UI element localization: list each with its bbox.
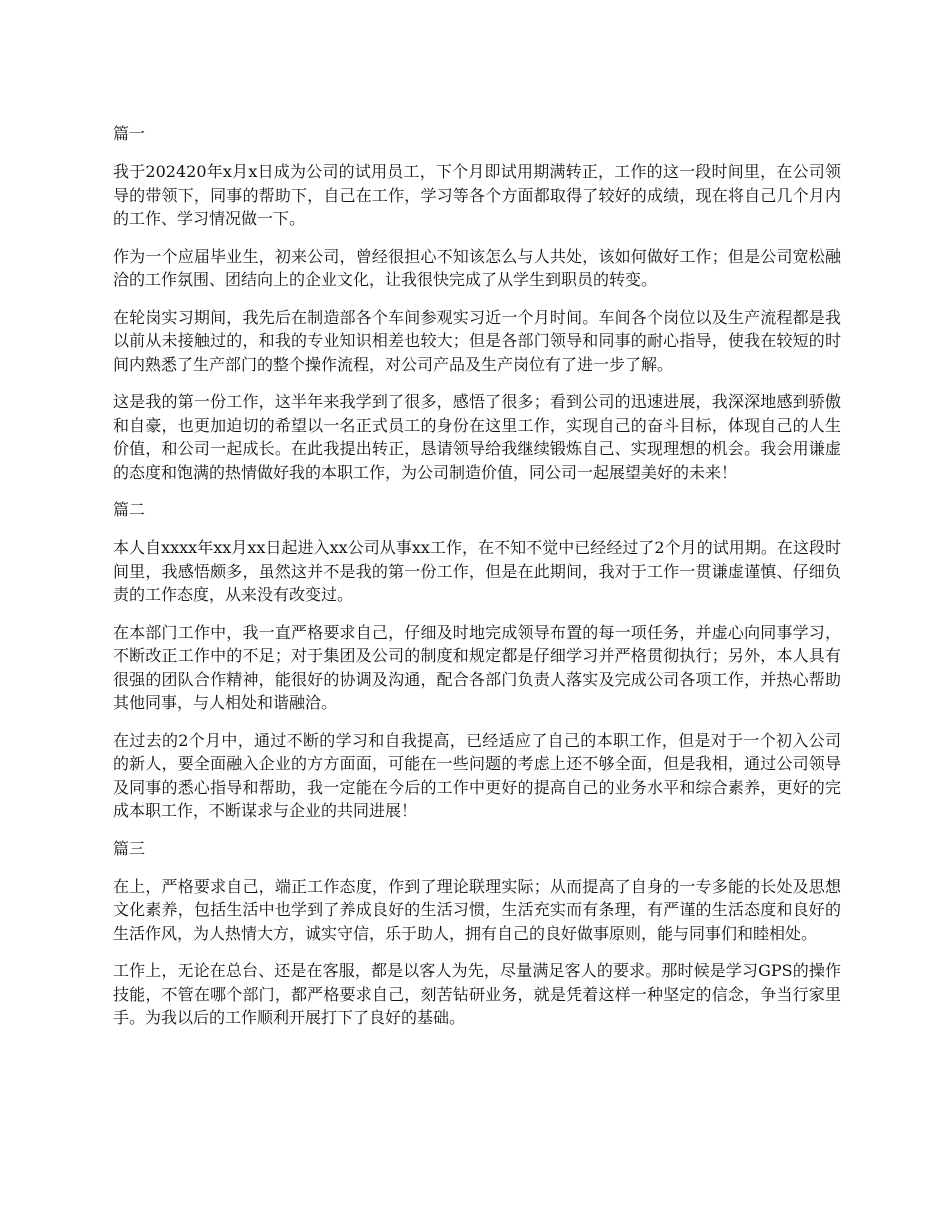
paragraph: 本人自xxxx年xx月xx日起进入xx公司从事xx工作，在不知不觉中已经经过了2个月的试用期。在这段时间里，我感悟颇多，虽然这并不是我的第一份工作，但是在此期间，我对于工作一贯谦虚谨慎、仔细负责的工作态度，从来没有改变过。 xyxy=(113,538,841,604)
paragraph: 我于202420年x月x日成为公司的试用员工，下个月即试用期满转正，工作的这一段时间里，在公司领导的带领下，同事的帮助下，自己在工作，学习等各个方面都取得了较好的成绩，现在将自己几个月内的工作、学习情况做一下。 xyxy=(113,162,841,228)
paragraph: 作为一个应届毕业生，初来公司，曾经很担心不知该怎么与人共处，该如何做好工作；但是公司宽松融洽的工作氛围、团结向上的企业文化，让我很快完成了从学生到职员的转变。 xyxy=(113,246,841,289)
paragraph: 在轮岗实习期间，我先后在制造部各个车间参观实习近一个月时间。车间各个岗位以及生产流程都是我以前从未接触过的，和我的专业知识相差也较大；但是各部门领导和同事的耐心指导，使我在较短的时间内熟悉了生产部门的整个操作流程，对公司产品及生产岗位有了进一步了解。 xyxy=(113,307,841,374)
paragraph: 在本部门工作中，我一直严格要求自己，仔细及时地完成领导布置的每一项任务，并虚心向同事学习，不断改正工作中的不足；对于集团及公司的制度和规定都是仔细学习并严格贯彻执行；另外，本人具有很强的团队合作精神，能很好的协调及沟通，配合各部门负责人落实及完成公司各项工作，并热心帮助其他同事，与人相处和谐融洽。 xyxy=(113,622,841,712)
paragraph: 在上，严格要求自己，端正工作态度，作到了理论联理实际；从而提高了自身的一专多能的长处及思想文化素养，包括生活中也学到了养成良好的生活习惯，生活充实而有条理，有严谨的生活态度和良好的生活作风，为人热情大方，诚实守信，乐于助人，拥有自己的良好做事原则，能与同事们和睦相处。 xyxy=(113,876,841,943)
document-page xyxy=(113,122,841,1044)
section-heading-2: 篇二 xyxy=(113,500,146,519)
paragraph: 在过去的2个月中，通过不断的学习和自我提高，已经适应了自己的本职工作，但是对于一个初入公司的新人，要全面融入企业的方方面面，可能在一些问题的考虑上还不够全面，但是我相，通过公司领导及同事的悉心指导和帮助，我一定能在今后的工作中更好的提高自己的业务水平和综合素养，更好的完成本职工作，不断谋求与企业的共同进展！ xyxy=(113,730,841,820)
paragraph: 工作上，无论在总台、还是在客服，都是以客人为先，尽量满足客人的要求。那时候是学习GPS的操作技能，不管在哪个部门，都严格要求自己，刻苦钻研业务，就是凭着这样一种坚定的信念，争当行家里手。为我以后的工作顺利开展打下了良好的基础。 xyxy=(113,961,841,1027)
section-heading-3: 篇三 xyxy=(113,838,146,858)
paragraph: 这是我的第一份工作，这半年来我学到了很多，感悟了很多；看到公司的迅速进展，我深深地感到骄傲和自豪，也更加迫切的希望以一名正式员工的身份在这里工作，实现自己的奋斗目标，体现自己的人生价值，和公司一起成长。在此我提出转正，恳请领导给我继续锻炼自己、实现理想的机会。我会用谦虚的态度和饱满的热情做好我的本职工作，为公司制造价值，同公司一起展望美好的未来！ xyxy=(113,392,841,482)
section-heading-1: 篇一 xyxy=(113,124,146,143)
